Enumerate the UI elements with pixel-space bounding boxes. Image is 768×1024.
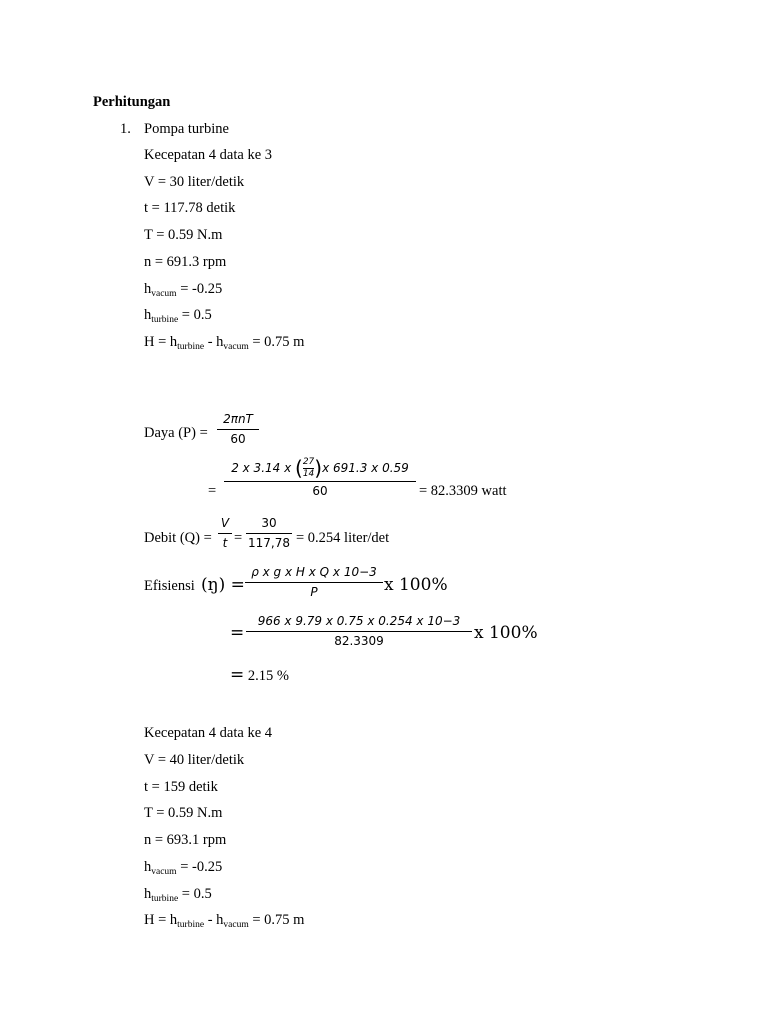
- efficiency-result: = 2.15 %: [230, 665, 289, 685]
- efficiency-calc-eq: =: [230, 623, 245, 643]
- data-subtitle-2: Kecepatan 4 data ke 4: [144, 725, 273, 741]
- debit-formula-numerator: V: [220, 516, 230, 530]
- h-vacum-value: $h_{vacum} = -0.25$: [144, 281, 223, 299]
- time-value-2: t = 159 detik: [144, 779, 218, 795]
- debit-calc-numerator: 30: [261, 516, 277, 530]
- power-calc-denominator: 60: [312, 484, 328, 498]
- power-formula: [217, 412, 259, 447]
- power-formula-numerator: 2πnT: [223, 412, 253, 426]
- power-calc-eq: =: [208, 483, 217, 499]
- rpm-value: n = 691.3 rpm: [144, 254, 227, 270]
- head-total-value-2: $H = h_{turbine} - h_{vacum} = 0.75$ m: [144, 912, 305, 930]
- efficiency-formula-denominator: P: [310, 585, 318, 599]
- debit-label: Debit (Q) =: [144, 530, 212, 546]
- debit-calc: [246, 516, 292, 551]
- h-turbine-value-2: $h_{turbine} = 0.5$: [144, 886, 212, 904]
- section-heading: Perhitungan: [93, 94, 171, 110]
- rpm-value-2: n = 693.1 rpm: [144, 832, 227, 848]
- head-total-value: $H = h_{turbine} - h_{vacum} = 0.75$ m: [144, 334, 305, 352]
- power-label: Daya (P) =: [144, 425, 208, 441]
- power-result: = 82.3309 watt: [419, 483, 507, 499]
- list-number: 1.: [120, 121, 131, 137]
- efficiency-calc: [246, 614, 472, 649]
- debit-result: = 0.254 liter/det: [296, 530, 390, 546]
- h-turbine-value: $h_{turbine} = 0.5$: [144, 307, 212, 325]
- power-calc: [224, 458, 416, 499]
- efficiency-calc-times: x 100%: [474, 623, 538, 643]
- efficiency-formula: [245, 565, 383, 600]
- efficiency-formula-numerator: ρ x g x H x Q x 10−3: [251, 565, 377, 579]
- volume-value: V = 30 liter/detik: [144, 174, 245, 190]
- efficiency-symbol: (ŋ) =: [201, 575, 245, 595]
- efficiency-calc-denominator: 82.3309: [334, 634, 384, 648]
- efficiency-times: x 100%: [384, 575, 448, 595]
- debit-calc-denominator: 117,78: [248, 536, 290, 550]
- power-calc-numerator: 2 x 3.14 x $(\frac{27}{14})x$ 691.3 x 0.59: [231, 456, 409, 480]
- volume-value-2: V = 40 liter/detik: [144, 752, 245, 768]
- debit-eq: =: [234, 530, 243, 546]
- time-value: t = 117.78 detik: [144, 200, 236, 216]
- efficiency-calc-numerator: 966 x 9.79 x 0.75 x 0.254 x 10−3: [257, 614, 461, 628]
- power-formula-denominator: 60: [230, 432, 246, 446]
- torque-value-2: T = 0.59 N.m: [144, 805, 223, 821]
- efficiency-label: Efisiensi: [144, 578, 195, 594]
- debit-formula: [218, 516, 232, 551]
- item-title: Pompa turbine: [144, 121, 229, 137]
- debit-formula-denominator: t: [222, 536, 228, 550]
- h-vacum-value-2: $h_{vacum} = -0.25$: [144, 859, 223, 877]
- torque-value: T = 0.59 N.m: [144, 227, 223, 243]
- data-subtitle: Kecepatan 4 data ke 3: [144, 147, 273, 163]
